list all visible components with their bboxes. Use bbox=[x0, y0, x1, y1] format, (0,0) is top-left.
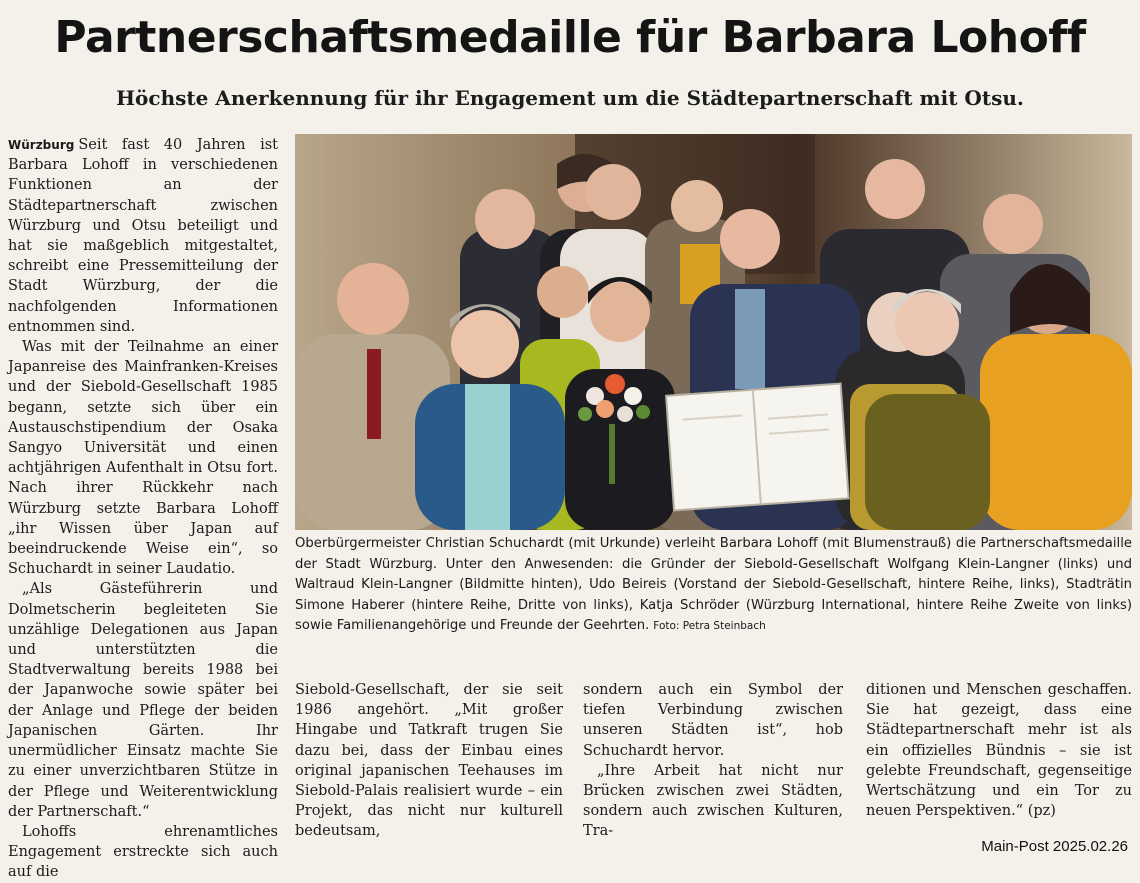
source-label: Main-Post 2025.02.26 bbox=[981, 838, 1128, 855]
photo-credit: Foto: Petra Steinbach bbox=[653, 620, 766, 632]
article-paragraph: Siebold-Gesellschaft, der sie seit 1986 angehört. „Mit großer Hingabe und Tatkraft trugen Sie dazu bei, dass der Einbau eines original japanischen Teehauses im Siebold-Palais realisiert wurde – ein Projekt, das nicht nur kulturell bedeutsam, bbox=[295, 682, 563, 840]
paragraph-text: Seit fast 40 Jahren ist Barbara Lohoff in verschiedenen Funktionen an der Städtepartnerschaft zwischen Würzburg und Otsu beteiligt und hat sie maßgeblich mitgestaltet, schreibt eine Pressemitteilung der Stadt Würzburg, der die nachfolgenden Informationen entnommen sind. bbox=[8, 137, 278, 335]
article-column-4 bbox=[866, 680, 1132, 821]
article-paragraph: sondern auch ein Symbol der tiefen Verbindung zwischen unseren Städten ist“, hob Schuchardt hervor. bbox=[583, 682, 843, 759]
article-column-3 bbox=[583, 680, 843, 842]
photo-caption bbox=[295, 534, 1132, 637]
article-paragraph: Lohoffs ehrenamtliches Engagement erstreckte sich auch auf die bbox=[8, 823, 278, 881]
subheadline: Höchste Anerkennung für ihr Engagement um die Städtepartnerschaft mit Otsu. bbox=[116, 86, 1024, 110]
article-paragraph: Was mit der Teilnahme an einer Japanreise des Mainfranken-Kreises und der Siebold-Gesellschaft 1985 begann, setzte sich über ein Austauschstipendium der Osaka Sangyo Universität und einen achtjährigen Aufenthalt in Otsu fort. Nach ihrer Rückkehr nach Würzburg setzte Barbara Lohoff „ihr Wissen über Japan auf beeindruckende Weise ein“, so Schuchardt in seiner Laudatio. bbox=[8, 339, 278, 578]
article-photo bbox=[295, 134, 1132, 530]
article-paragraph bbox=[8, 135, 278, 337]
article-column-1 bbox=[8, 135, 278, 883]
article-paragraph: ditionen und Menschen geschaffen. Sie hat gezeigt, dass eine Städtepartnerschaft mehr ist als ein offizielles Bündnis – sie ist gelebte Freundschaft, gegenseitige Wertschätzung und ein Tor zu neuen Perspektiven.“ (pz) bbox=[866, 682, 1132, 820]
dateline: Würzburg bbox=[8, 138, 75, 152]
headline: Partnerschaftsmedaille für Barbara Lohoff bbox=[54, 12, 1086, 63]
article-paragraph: „Ihre Arbeit hat nicht nur Brücken zwischen zwei Städten, sondern auch zwischen Kulturen, Tra- bbox=[583, 762, 843, 840]
article-paragraph: „Als Gästeführerin und Dolmetscherin begleiteten Sie unzählige Delegationen aus Japan und unterstützten die Stadtverwaltung bereits 1988 bei der Japanwoche sowie später bei der Anlage und Pflege der beiden Japanischen Gärten. Ihr unermüdlicher Einsatz machte Sie zu einer unverzichtbaren Stütze in der Pflege und Weiterentwicklung der Partnerschaft.“ bbox=[8, 581, 278, 820]
article-column-2 bbox=[295, 680, 563, 842]
caption-text: Oberbürgermeister Christian Schuchardt (mit Urkunde) verleiht Barbara Lohoff (mit Blumenstrauß) die Partnerschaftsmedaille der Stadt Würzburg. Unter den Anwesenden: die Gründer der Siebold-Gesellschaft Wolfgang Klein-Langner (links) und Waltraud Klein-Langner (Bildmitte hinten), Udo Beireis (Vorstand der Siebold-Gesellschaft, hintere Reihe, links), Stadträtin Simone Haberer (hintere Reihe, Dritte von links), Katja Schröder (Würzburg International, hintere Reihe Zweite von links) sowie Familienangehörige und Freunde der Geehrten. bbox=[295, 536, 1132, 633]
